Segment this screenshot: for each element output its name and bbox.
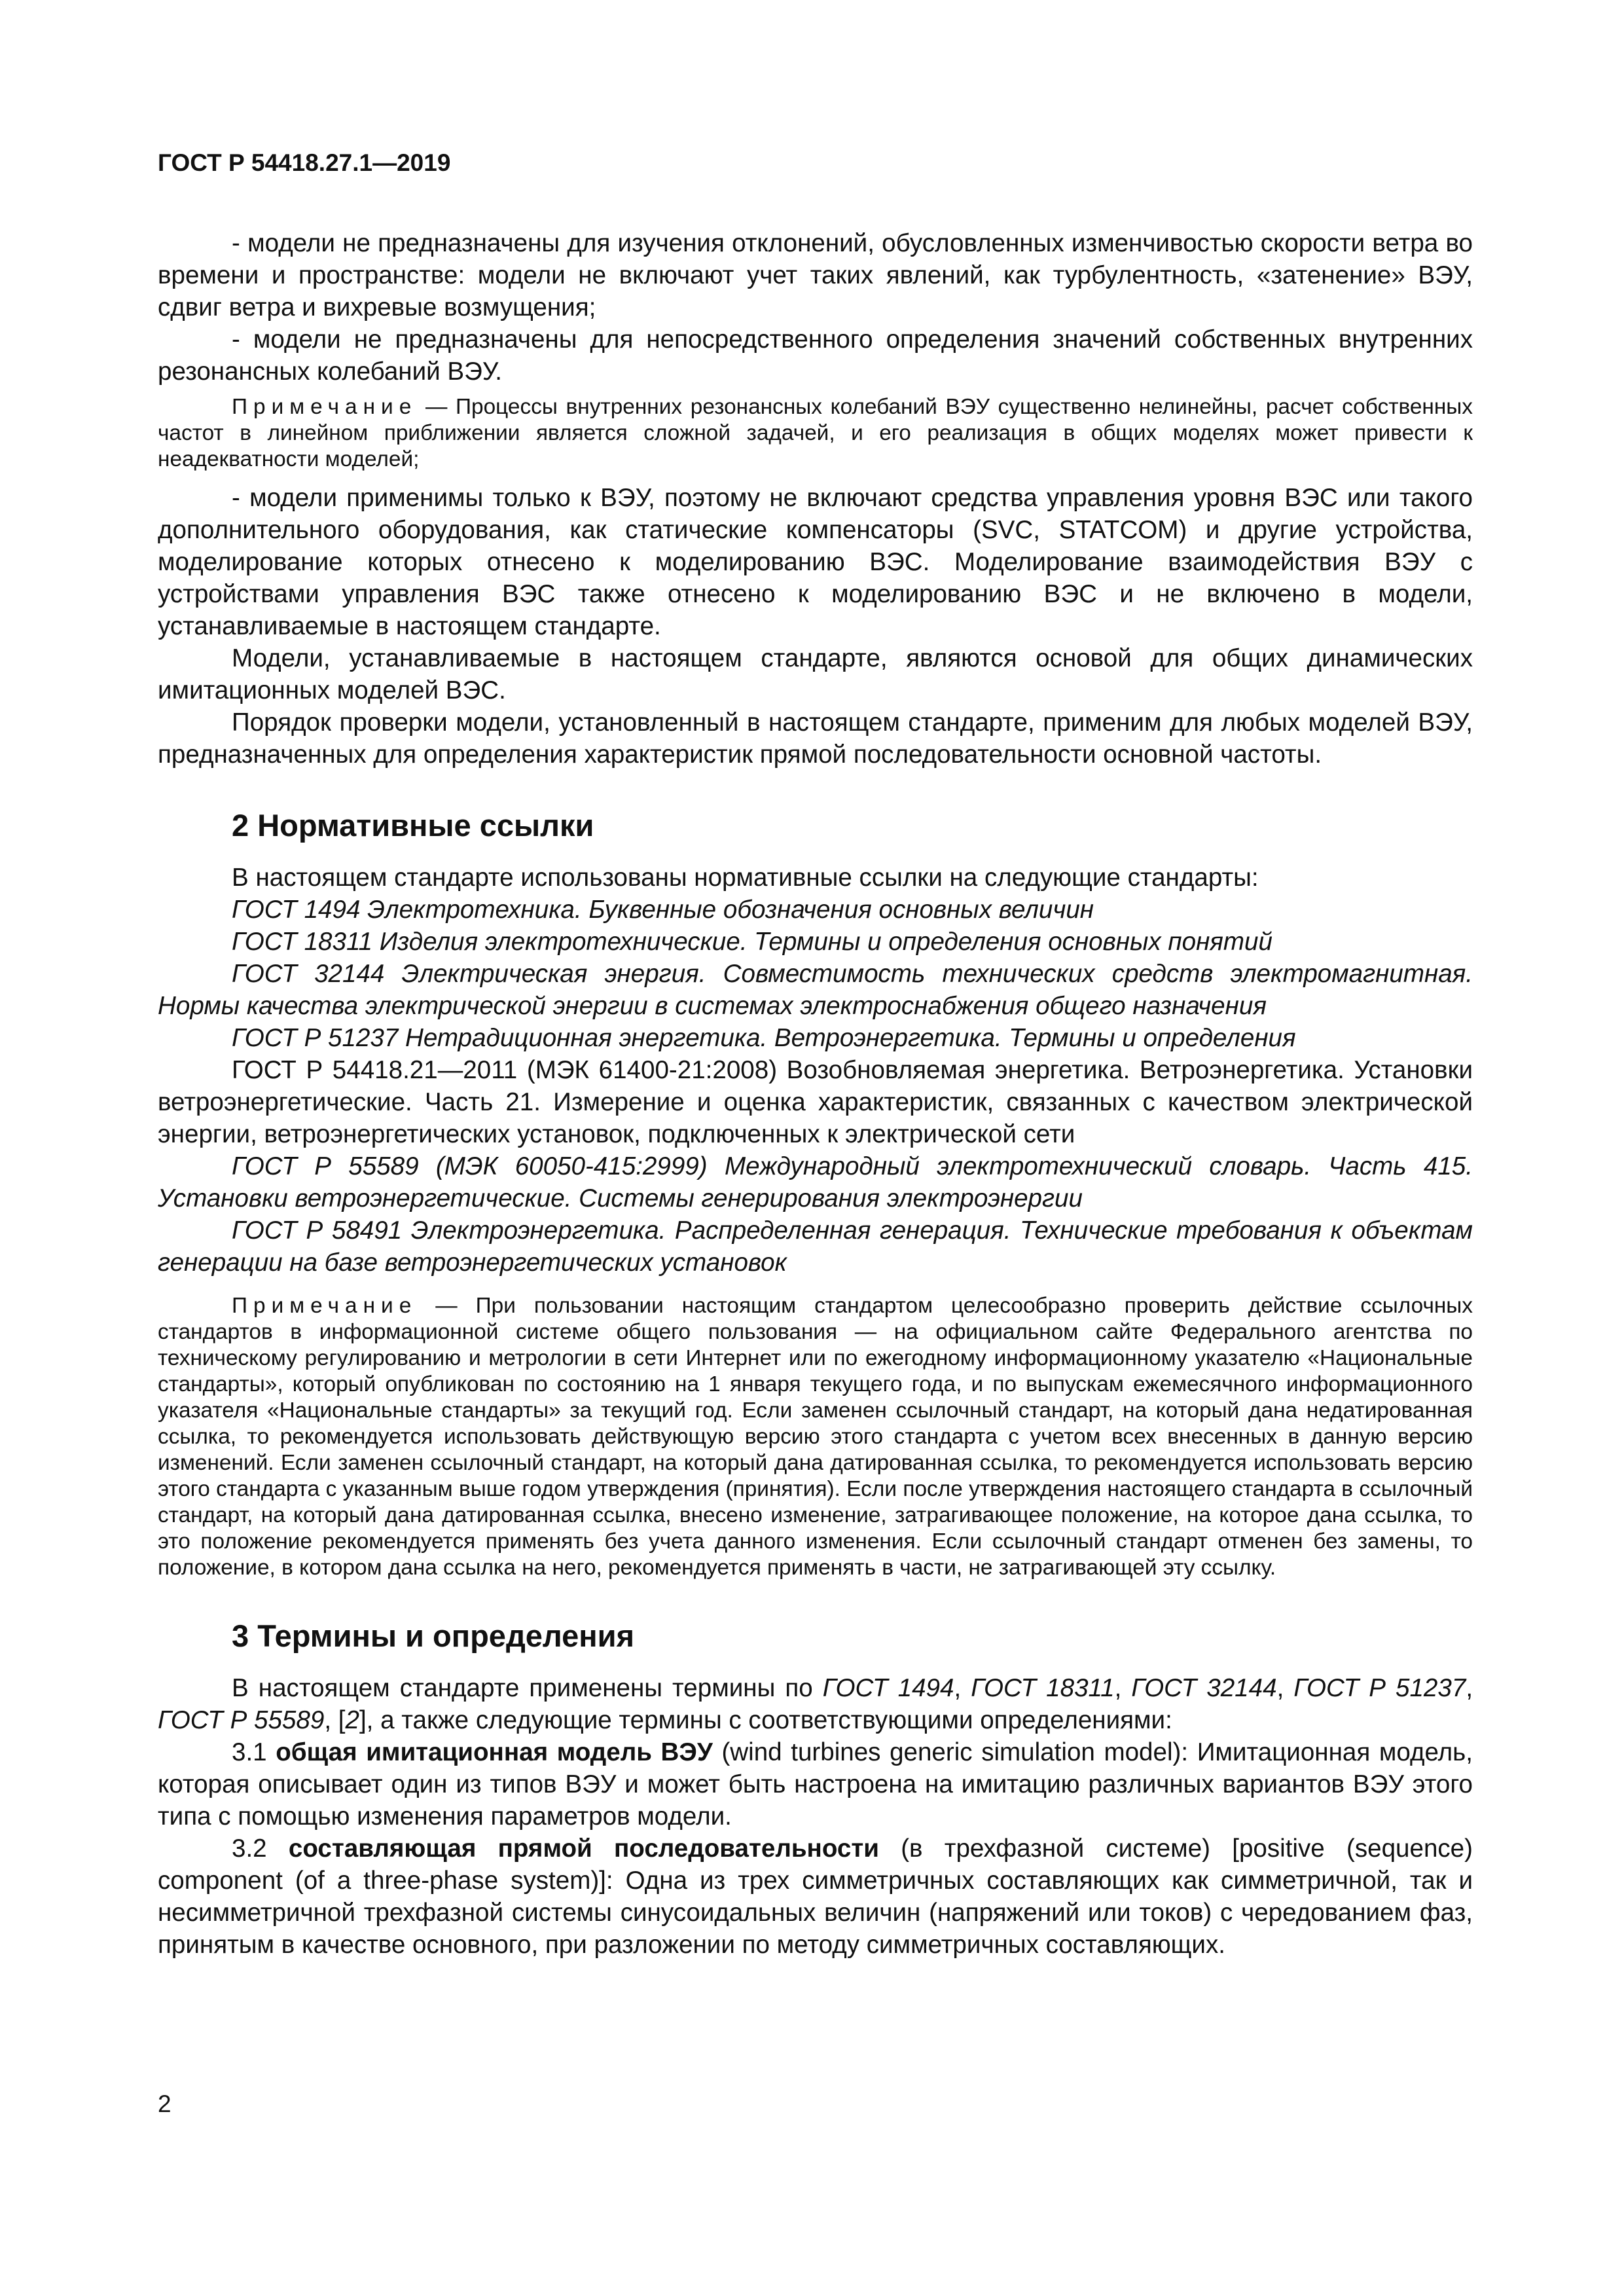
reference-item: ГОСТ 32144 Электрическая энергия. Совместимость технических средств электромагнитная. Нормы качества электрической энергии в системах электроснабжения общего назначения	[158, 960, 1473, 1020]
term-definition	[158, 1832, 1473, 1961]
paragraph: В настоящем стандарте использованы нормативные ссылки на следующие стандарты:	[232, 864, 1259, 892]
section-heading: 2 Нормативные ссылки	[232, 808, 594, 843]
bibliography-link: 2	[345, 1706, 359, 1734]
note-text: — Процессы внутренних резонансных колебаний ВЭУ существенно нелинейны, расчет собственных частот в линейном приближении является сложной задачей, и его реализация в общих моделях может привести к неадекватности моделей;	[158, 395, 1473, 471]
term-definition	[158, 1736, 1473, 1832]
term-text: (в трехфазной системе) [positive (sequence) component (of a three-phase system)]: Одна из трех симметричных составляющих как симметричной, так и несимметричной трехфазной системы синусоидальных величин (напряжений или токов) с чередованием фаз, принятым в качестве основного, при разложении по методу симметричных составляющих.	[158, 1834, 1473, 1959]
text-run: ,	[1466, 1674, 1473, 1702]
paragraph	[158, 1672, 1473, 1736]
term-text: (wind turbines generic simulation model): Имитационная модель, которая описывает один из типов ВЭУ и может быть настроена на имитацию различных вариантов ВЭУ этого типа с помощью изменения параметров модели.	[158, 1738, 1473, 1831]
reference-link: ГОСТ Р 55589	[158, 1706, 325, 1734]
paragraph: Порядок проверки модели, установленный в настоящем стандарте, применим для любых моделей ВЭУ, предназначенных для определения характеристик прямой последовательности основной частоты.	[158, 708, 1473, 769]
document-header: ГОСТ Р 54418.27.1—2019	[158, 149, 451, 176]
reference-item: ГОСТ Р 55589 (МЭК 60050-415:2999) Международный электротехнический словарь. Часть 415. Установки ветроэнергетические. Системы генерирования электроэнергии	[158, 1152, 1473, 1212]
paragraph: - модели применимы только к ВЭУ, поэтому не включают средства управления уровня ВЭС или такого дополнительного оборудования, как статические компенсаторы (SVC, STATCOM) и другие устройства, моделирование которых отнесено к моделированию ВЭС. Моделирование взаимодействия ВЭУ с устройствами управления ВЭС также отнесено к моделированию ВЭС и не включено в модели, устанавливаемые в настоящем стандарте.	[158, 484, 1473, 640]
text-run: В настоящем стандарте применены термины по	[232, 1674, 823, 1702]
reference-link: ГОСТ 1494	[822, 1674, 954, 1702]
paragraph: Модели, устанавливаемые в настоящем стандарте, являются основой для общих динамических имитационных моделей ВЭС.	[158, 644, 1473, 704]
text-run: ,	[1114, 1674, 1132, 1702]
text-run: , [	[324, 1706, 346, 1734]
term-name: общая имитационная модель ВЭУ	[276, 1738, 713, 1766]
reference-item: ГОСТ 18311 Изделия электротехнические. Термины и определения основных понятий	[232, 928, 1272, 956]
reference-link: ГОСТ 18311	[971, 1674, 1115, 1702]
text-run: ], а также следующие термины с соответствующими определениями:	[359, 1706, 1172, 1734]
reference-link: ГОСТ 32144	[1131, 1674, 1277, 1702]
text-run: ,	[1276, 1674, 1294, 1702]
term-number: 3.2	[232, 1834, 289, 1863]
paragraph: - модели не предназначены для непосредственного определения значений собственных внутренних резонансных колебаний ВЭУ.	[158, 325, 1473, 386]
reference-item: ГОСТ Р 54418.21—2011 (МЭК 61400-21:2008) Возобновляемая энергетика. Ветроэнергетика. Установки ветроэнергетические. Часть 21. Измерение и оценка характеристик, связанных с качеством электрической энергии, ветроэнергетических установок, подключенных к электрической сети	[158, 1056, 1473, 1148]
note-label: Примечание	[232, 1294, 418, 1318]
reference-item: ГОСТ Р 51237 Нетрадиционная энергетика. Ветроэнергетика. Термины и определения	[232, 1024, 1296, 1052]
reference-item: ГОСТ Р 58491 Электроэнергетика. Распределенная генерация. Технические требования к объектам генерации на базе ветроэнергетических установок	[158, 1216, 1473, 1277]
text-run: ,	[954, 1674, 971, 1702]
note	[158, 1293, 1473, 1581]
paragraph: - модели не предназначены для изучения отклонений, обусловленных изменчивостью скорости ветра во времени и пространстве: модели не включают учет таких явлений, как турбулентность, «затенение» ВЭУ, сдвиг ветра и вихревые возмущения;	[158, 229, 1473, 321]
reference-link: ГОСТ Р 51237	[1293, 1674, 1466, 1702]
note-label: Примечание	[232, 395, 418, 419]
reference-item: ГОСТ 1494 Электротехника. Буквенные обозначения основных величин	[232, 896, 1094, 924]
note	[158, 394, 1473, 473]
note-text: — При пользовании настоящим стандартом целесообразно проверить действие ссылочных стандартов в информационной системе общего пользования — на официальном сайте Федерального агентства по техническому регулированию и метрологии в сети Интернет или по ежегодному информационному указателю «Национальные стандарты», который опубликован по состоянию на 1 января текущего года, и по выпускам ежемесячного информационного указателя «Национальные стандарты» за текущий год. Если заменен ссылочный стандарт, на который дана недатированная ссылка, то рекомендуется использовать действующую версию этого стандарта с учетом всех внесенных в данную версию изменений. Если заменен ссылочный стандарт, на который дана датированная ссылка, то рекомендуется использовать версию этого стандарта с указанным выше годом утверждения (принятия). Если после утверждения настоящего стандарта в ссылочный стандарт, на который дана датированная ссылка, внесено изменение, затрагивающее положение, на которое дана ссылка, то это положение рекомендуется применять без учета данного изменения. Если ссылочный стандарт отменен без замены, то положение, в котором дана ссылка на него, рекомендуется применять в части, не затрагивающей эту ссылку.	[158, 1294, 1473, 1580]
term-name: составляющая прямой последовательности	[288, 1834, 879, 1863]
document-body	[158, 227, 1473, 1961]
page-number: 2	[158, 2090, 171, 2117]
section-heading: 3 Термины и определения	[232, 1618, 634, 1653]
term-number: 3.1	[232, 1738, 276, 1766]
